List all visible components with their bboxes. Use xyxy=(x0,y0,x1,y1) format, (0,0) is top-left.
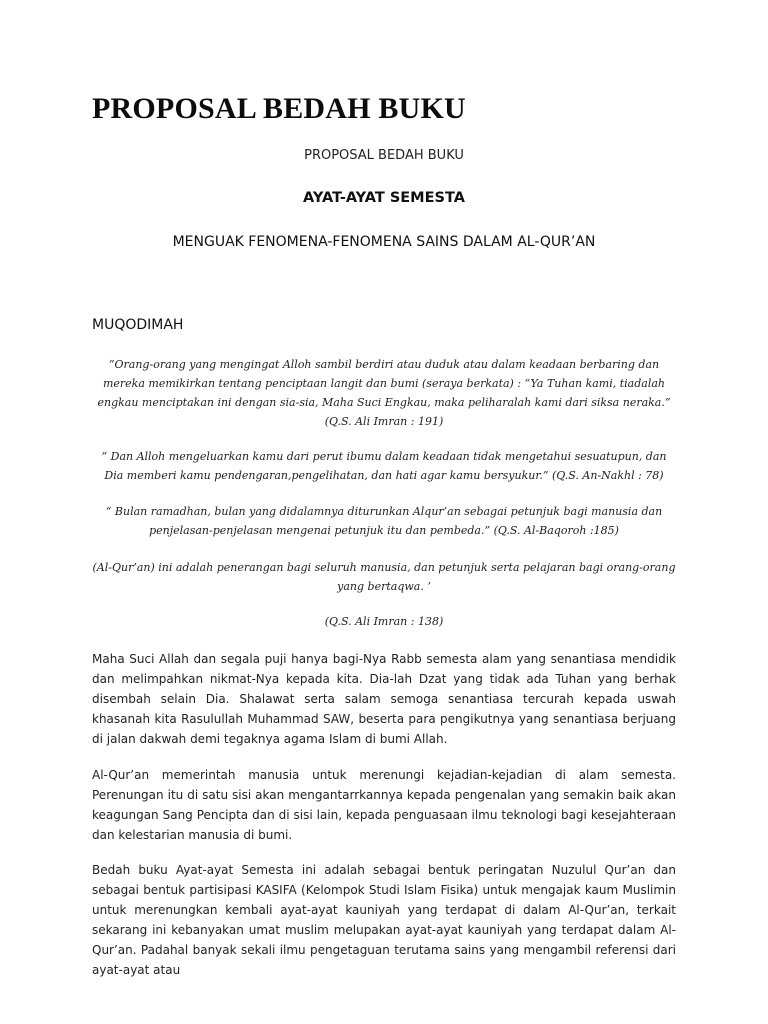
quote-ali-imran-138: (Al-Qur’an) ini adalah penerangan bagi seluruh manusia, dan petunjuk serta pelajaran bagi orang-orang yang bertaqwa. ’ xyxy=(92,561,676,593)
quote-al-baqoroh-185: “ Bulan ramadhan, bulan yang didalamnya diturunkan Alqur’an sebagai petunjuk bagi manusia dan penjelasan-penjelasan mengenai petunjuk itu dan pembeda.” (Q.S. Al-Baqoroh :185) xyxy=(105,505,663,537)
body-paragraph: Maha Suci Allah dan segala puji hanya bagi-Nya Rabb semesta alam yang senantiasa mendidik dan melimpahkan nikmat-Nya kepada kita. Dia-lah Dzat yang tidak ada Tuhan yang berhak disembah selain Dia. Shalawat serta salam semoga senantiasa tercurah kepada uswah khasanah kita Rasulullah Muhammad SAW, beserta para pengikutnya yang senantiasa berjuang di jalan dakwah demi tegaknya agama Islam di bumi Allah. xyxy=(92,652,676,746)
book-title: AYAT-AYAT SEMESTA xyxy=(303,190,465,206)
book-subtitle: MENGUAK FENOMENA-FENOMENA SAINS DALAM AL-QUR’AN xyxy=(172,234,596,250)
quote-citation: (Q.S. Ali Imran : 138) xyxy=(324,615,444,628)
proposal-subtitle: PROPOSAL BEDAH BUKU xyxy=(304,148,464,163)
quote-an-nakhl-78: “ Dan Alloh mengeluarkan kamu dari perut ibumu dalam keadaan tidak mengetahui sesuatupun, dan Dia memberi kamu pendengaran,pengelihatan, dan hati agar kamu bersyukur.” (Q.S. An-Nakhl : 78) xyxy=(101,450,667,482)
body-paragraph: Bedah buku Ayat-ayat Semesta ini adalah sebagai bentuk peringatan Nuzulul Qur’an dan sebagai bentuk partisipasi KASIFA (Kelompok Studi Islam Fisika) untuk mengajak kaum Muslimin untuk merenungkan kembali ayat-ayat kauniyah yang terdapat di dalam Al-Qur’an, terkait sekarang ini kebanyakan umat muslim melupakan ayat-ayat kauniyah yang terdapat dalam Al-Qur’an. Padahal banyak sekali ilmu pengetaguan terutama sains yang mengambil referensi dari ayat-ayat atau xyxy=(92,863,676,977)
document-title: PROPOSAL BEDAH BUKU xyxy=(92,92,466,125)
quote-ali-imran-191: “Orang-orang yang mengingat Alloh sambil berdiri atau duduk atau dalam keadaan berbaring dan mereka memikirkan tentang penciptaan langit dan bumi (seraya berkata) : “Ya Tuhan kami, tiadalah engkau menciptakan ini dengan sia-sia, Maha Suci Engkau, maka peliharalah kami dari siksa neraka.” (Q.S. Ali Imran : 191) xyxy=(97,358,671,428)
section-heading-muqodimah: MUQODIMAH xyxy=(92,317,184,333)
body-paragraph: Al-Qur’an memerintah manusia untuk merenungi kejadian-kejadian di alam semesta. Perenungan itu di satu sisi akan mengantarrkannya kepada pengenalan yang semakin baik akan keagungan Sang Pencipta dan di sisi lain, kepada penguasaan ilmu teknologi bagi kesejahteraan dan kelestarian manusia di bumi. xyxy=(92,768,676,842)
